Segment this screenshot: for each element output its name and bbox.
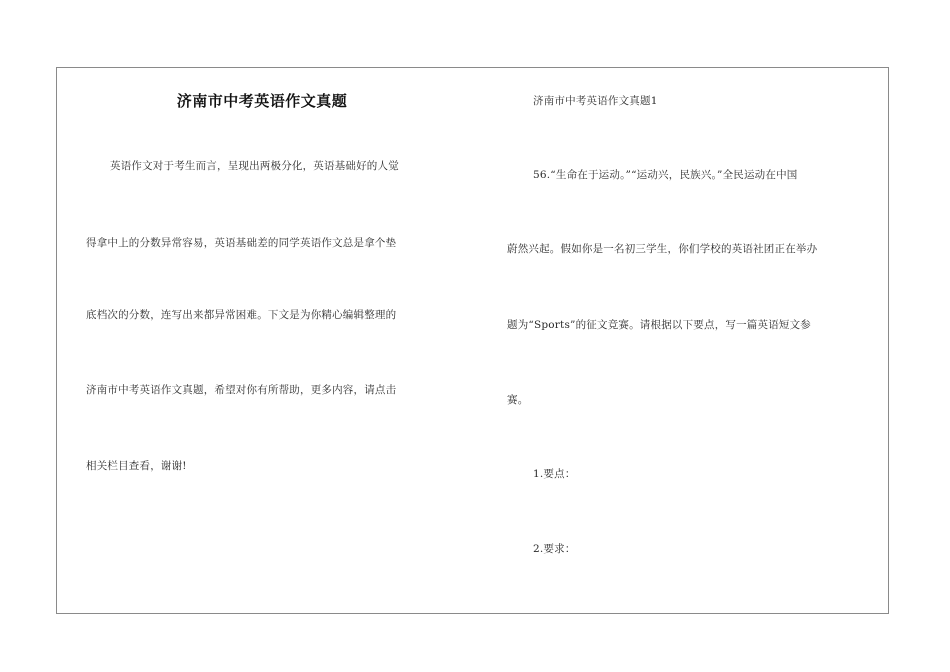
body-text-line: 英语作文对于考生而言，呈现出两极分化，英语基础好的人觉 [110,160,399,172]
question-text-line: 56.“生命在于运动。”“运动兴，民族兴。”全民运动在中国 [533,169,798,181]
question-text-line: 赛。 [507,394,529,406]
requirement-point-2: 2.要求： [533,543,576,555]
section-heading: 济南市中考英语作文真题1 [533,95,658,107]
question-text-line: 蔚然兴起。假如你是一名初三学生，你们学校的英语社团正在举办 [507,243,818,255]
document-title: 济南市中考英语作文真题 [176,92,348,110]
body-text-line: 得拿中上的分数异常容易，英语基础差的同学英语作文总是拿个垫 [86,237,397,249]
body-text-line: 济南市中考英语作文真题，希望对你有所帮助，更多内容，请点击 [86,384,397,396]
requirement-point-1: 1.要点： [533,468,576,480]
body-text-line: 相关栏目查看，谢谢! [86,460,187,472]
body-text-line: 底档次的分数，连写出来都异常困难。下文是为你精心编辑整理的 [86,309,397,321]
document-page-frame [56,67,889,614]
question-text-line: 题为“Sports”的征文竞赛。请根据以下要点，写一篇英语短文参 [507,319,811,331]
